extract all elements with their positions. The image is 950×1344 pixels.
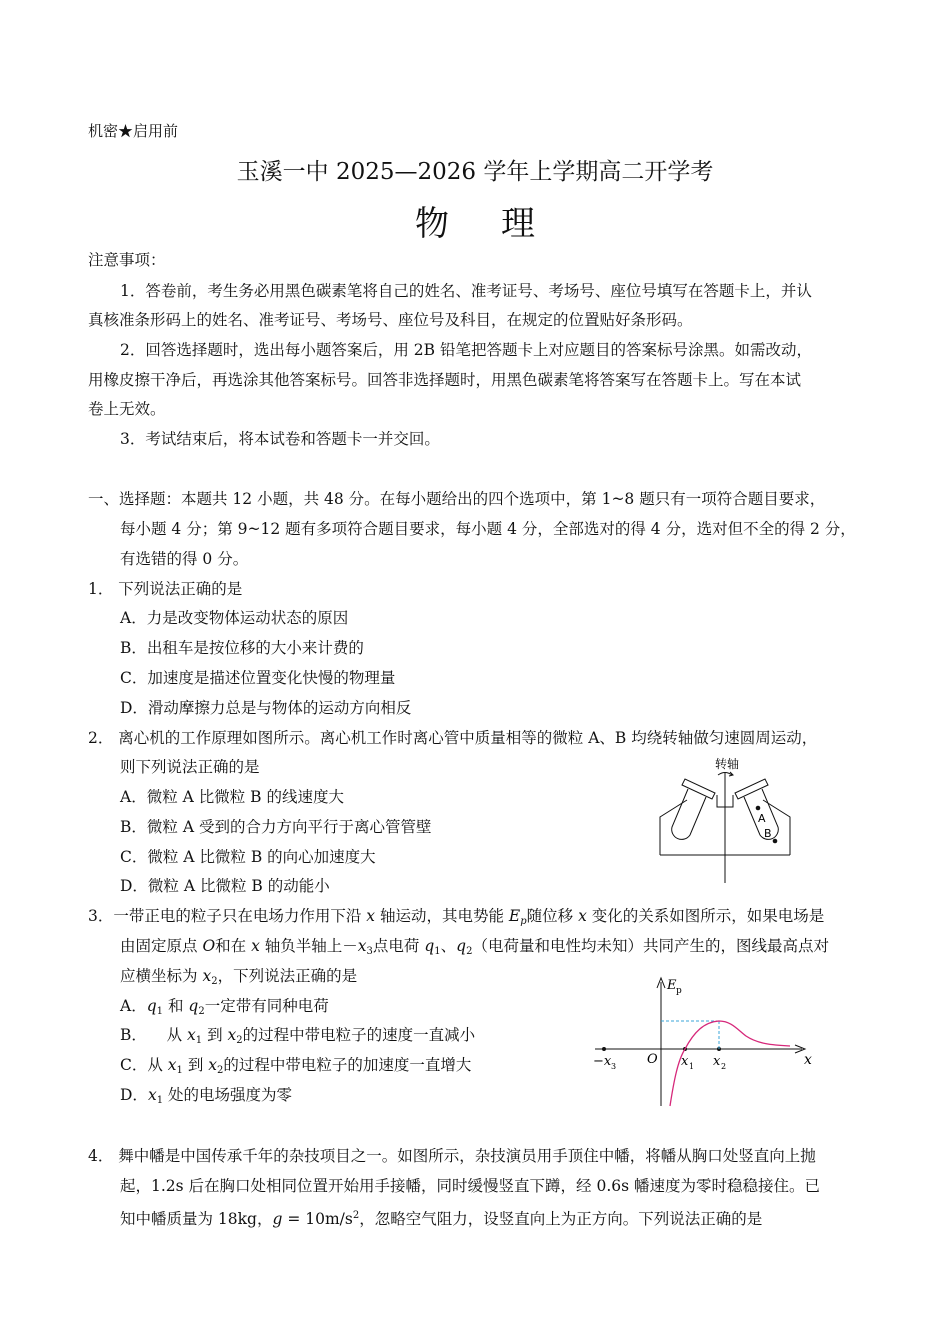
question-4-stem-line-2: 起，1.2s 后在胸口处相同位置开始用手接幡，同时缓慢竖直下蹲，经 0.6s 幡速度为零时稳稳接住。已 <box>120 1177 820 1195</box>
particle-a-label: A <box>758 812 766 825</box>
subject-title: 物理 <box>415 204 587 244</box>
section-heading-line-2: 每小题 4 分；第 9~12 题有多项符合题目要求，每小题 4 分，全部选对的得 4 分，选对但不全的得 2 分， <box>120 520 856 538</box>
y-axis-label: E <box>667 978 677 993</box>
question-1-stem: 1． 下列说法正确的是 <box>88 580 243 598</box>
rotation-axis-label: 转轴 <box>715 757 740 771</box>
left-tube <box>672 779 715 839</box>
potential-energy-graph <box>590 972 820 1112</box>
notice-item-2-line-1: 2．回答选择题时，选出每小题答案后，用 2B 铅笔把答题卡上对应题目的答案标号涂黑。如需改动， <box>120 341 812 359</box>
y-axis-label-sub: p <box>676 986 682 996</box>
question-2-option-b: B．微粒 A 受到的合力方向平行于离心管管壁 <box>120 818 432 836</box>
x1-label: x <box>681 1054 689 1069</box>
x1-sub: 1 <box>689 1062 695 1071</box>
question-3-stem-line-1: 3．一带正电的粒子只在电场力作用下沿 x 轴运动，其电势能 $E_p$随位移 x 变化的关系如图所示，如果电场是 <box>88 907 825 927</box>
question-2-stem-line-1: 2． 离心机的工作原理如图所示。离心机工作时离心管中质量相等的微粒 A、B 均绕转轴做匀速圆周运动， <box>88 729 818 747</box>
question-1-option-c: C．加速度是描述位置变化快慢的物理量 <box>120 669 396 687</box>
question-3-stem-line-3: 应横坐标为 $x_2$，下列说法正确的是 <box>120 967 358 987</box>
particle-b-dot <box>773 839 778 844</box>
section-heading-line-1: 一、选择题：本题共 12 小题，共 48 分。在每小题给出的四个选项中，第 1~8 题只有一项符合题目要求， <box>88 490 826 508</box>
notice-item-3: 3．考试结束后，将本试卷和答题卡一并交回。 <box>120 430 440 448</box>
question-1-option-d: D．滑动摩擦力总是与物体的运动方向相反 <box>120 699 412 717</box>
notice-item-2-line-3: 卷上无效。 <box>88 400 166 418</box>
x2-label: x <box>713 1054 721 1069</box>
question-1-option-b: B．出租车是按位移的大小来计费的 <box>120 639 364 657</box>
question-3-option-c: C．从 $x_1$ 到 $x_2$的过程中带电粒子的加速度一直增大 <box>120 1056 472 1076</box>
notice-heading: 注意事项： <box>88 251 166 269</box>
question-3-option-b: B． 从 $x_1$ 到 $x_2$的过程中带电粒子的速度一直减小 <box>120 1026 476 1046</box>
question-4-stem-line-3: 知中幡质量为 18kg，$g = 10m/s^2$，忽略空气阻力，设竖直向上为正方向。下列说法正确的是 <box>120 1210 763 1228</box>
neg-x3-label: −x <box>593 1054 612 1069</box>
centrifuge-figure <box>652 755 802 885</box>
section-heading-line-3: 有选错的得 0 分。 <box>120 550 249 568</box>
question-3-stem-line-2: 由固定原点 O和在 x 轴负半轴上$-x_3$点电荷 $q_1$、$q_2$（电荷量和电性均未知）共同产生的，图线最高点对 <box>120 937 829 957</box>
exam-title: 玉溪一中 2025—2026 学年上学期高二开学考 <box>236 159 714 185</box>
notice-item-1-line-2: 真核准条形码上的姓名、准考证号、考场号、座位号及科目，在规定的位置贴好条形码。 <box>88 311 693 329</box>
question-2-option-c: C．微粒 A 比微粒 B 的向心加速度大 <box>120 848 376 866</box>
question-3-option-a: A．$q_1$ 和 $q_2$一定带有同种电荷 <box>120 997 329 1017</box>
question-2-option-a: A．微粒 A 比微粒 B 的线速度大 <box>120 788 344 806</box>
question-4-stem-line-1: 4． 舞中幡是中国传承千年的杂技项目之一。如图所示，杂技演员用手顶住中幡，将幡从胸口处竖直向上抛 <box>88 1147 816 1165</box>
x-axis-label: x <box>804 1052 812 1068</box>
neg-x3-sub: 3 <box>611 1062 617 1071</box>
origin-label: O <box>647 1052 658 1067</box>
particle-a-dot <box>756 806 761 811</box>
question-2-stem-line-2: 则下列说法正确的是 <box>120 758 260 776</box>
notice-item-1-line-1: 1．答卷前，考生务必用黑色碳素笔将自己的姓名、准考证号、考场号、座位号填写在答题卡上，并认 <box>120 282 812 300</box>
notice-item-2-line-2: 用橡皮擦干净后，再选涂其他答案标号。回答非选择题时，用黑色碳素笔将答案写在答题卡上。写在本试 <box>88 371 802 389</box>
particle-b-label: B <box>764 827 772 840</box>
question-2-option-d: D．微粒 A 比微粒 B 的动能小 <box>120 877 330 895</box>
question-3-option-d: D．$x_1$ 处的电场强度为零 <box>120 1086 292 1106</box>
x2-sub: 2 <box>721 1062 727 1071</box>
question-1-option-a: A．力是改变物体运动状态的原因 <box>120 609 349 627</box>
confidential-mark: 机密★启用前 <box>88 122 179 140</box>
